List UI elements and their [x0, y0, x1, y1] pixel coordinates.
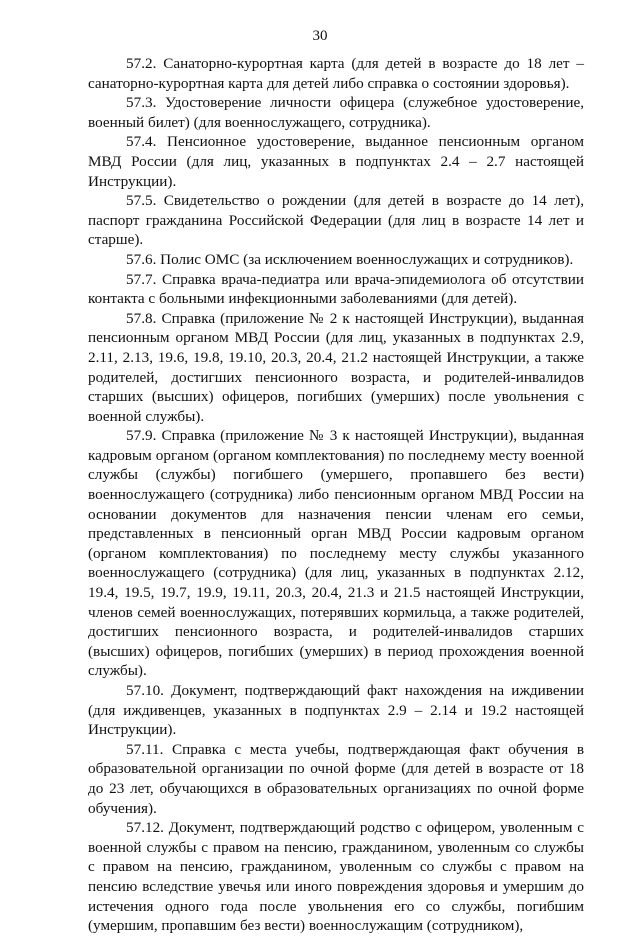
- paragraph-57-9: 57.9. Справка (приложение № 3 к настоящей Инструкции), выданная кадровым органом (органом комплектования) по последнему месту военной службы (службы) погибшего (умершего, пропавшего без вести) военнослужащего (сотрудника) либо пенсионным органом МВД России на основании документов для назначения пенсии членам его семьи, представленных в пенсионный орган МВД России кадровым органом (органом комплектования) по последнему месту службы указанного военнослужащего (сотрудника) (для лиц, указанных в подпунктах 2.12, 19.4, 19.5, 19.7, 19.9, 19.11, 20.3, 20.4, 21.3 и 21.5 настоящей Инструкции, членов семей военнослужащих, потерявших кормильца, а также родителей, достигших пенсионного возраста, и родителей-инвалидов старших (высших) офицеров, погибших (умерших) в период прохождения военной службы).: [88, 427, 584, 680]
- paragraph-57-4: 57.4. Пенсионное удостоверение, выданное пенсионным органом МВД России (для лиц, указанных в подпунктах 2.4 – 2.7 настоящей Инструкции).: [88, 133, 584, 190]
- page-number: 30: [312, 28, 328, 44]
- document-body: [88, 54, 584, 936]
- paragraph-57-8: 57.8. Справка (приложение № 2 к настоящей Инструкции), выданная пенсионным органом МВД России (для лиц, указанных в подпунктах 2.9, 2.11, 2.13, 19.6, 19.8, 19.10, 20.3, 20.4, 21.2 настоящей Инструкции, а также родителей, достигших пенсионного возраста, и родителей-инвалидов старших (высших) офицеров, погибших (умерших) после увольнения с военной службы).: [88, 309, 584, 425]
- paragraph-57-3: 57.3. Удостоверение личности офицера (служебное удостоверение, военный билет) (для военнослужащего, сотрудника).: [88, 94, 584, 131]
- paragraph-57-7: 57.7. Справка врача-педиатра или врача-эпидемиолога об отсутствии контакта с больными инфекционными заболеваниями (для детей).: [88, 270, 584, 308]
- paragraph-57-11: 57.11. Справка с места учебы, подтверждающая факт обучения в образовательной организации по очной форме (для детей в возрасте от 18 до 23 лет, обучающихся в образовательных организациях по очной форме обучения).: [88, 740, 584, 817]
- paragraph-57-5: 57.5. Свидетельство о рождении (для детей в возрасте до 14 лет), паспорт гражданина Российской Федерации (для лиц в возрасте 14 лет и старше).: [88, 192, 584, 249]
- paragraph-57-6: 57.6. Полис ОМС (за исключением военнослужащих и сотрудников).: [126, 250, 574, 268]
- paragraph-57-2: 57.2. Санаторно-курортная карта (для детей в возрасте до 18 лет – санаторно-курортная карта для детей либо справка о состоянии здоровья).: [88, 55, 584, 92]
- paragraph-57-12: 57.12. Документ, подтверждающий родство с офицером, уволенным с военной службы с правом на пенсию, гражданином, уволенным со службы с правом на пенсию, гражданином, уволенным со службы с правом на пенсию вследствие увечья или иного повреждения здоровья и умершим до истечения одного года после увольнения его со службы, погибшим (умершим, пропавшим без вести) военнослужащим (сотрудником),: [88, 819, 584, 935]
- paragraph-57-10: 57.10. Документ, подтверждающий факт нахождения на иждивении (для иждивенцев, указанных в подпунктах 2.9 – 2.14 и 19.2 настоящей Инструкции).: [88, 682, 584, 739]
